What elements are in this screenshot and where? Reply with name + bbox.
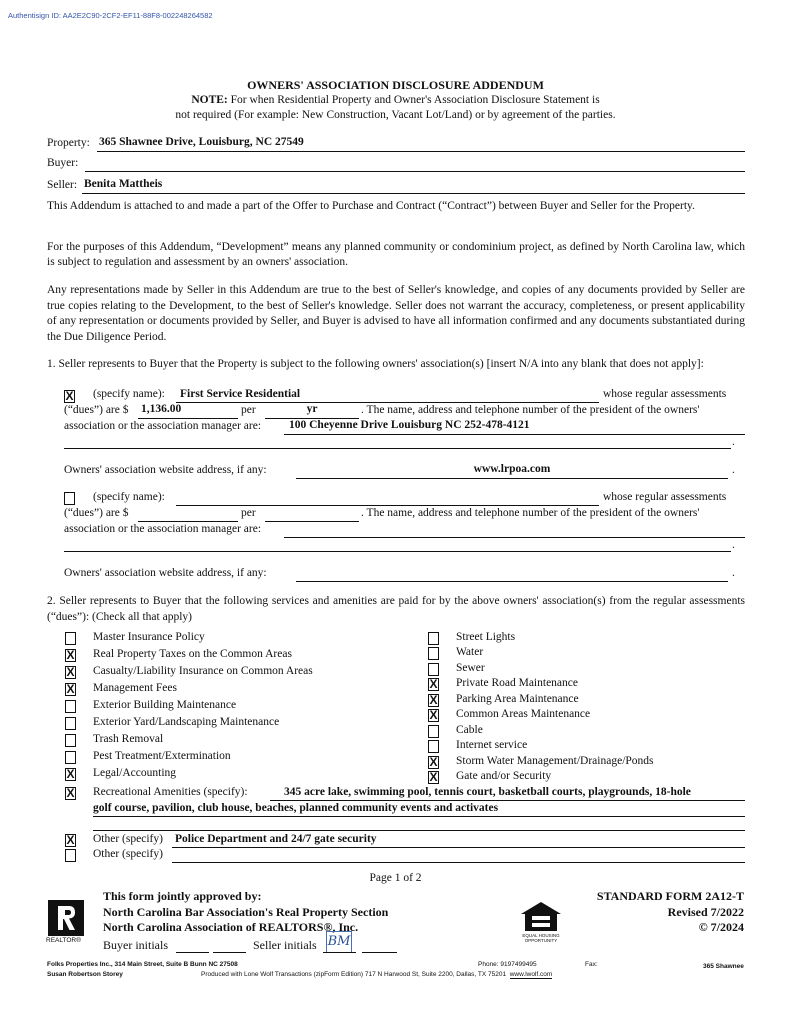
assoc-1-website-label: Owners' association website address, if any:: [64, 464, 267, 476]
assoc-2-whose-text: whose regular assessments: [603, 491, 727, 503]
equal-housing-text: EQUAL HOUSING OPPORTUNITY: [522, 933, 560, 943]
fax-text: Fax:: [585, 961, 598, 968]
note-label: NOTE:: [191, 94, 228, 106]
approved-text: This form jointly approved by:: [103, 889, 262, 903]
right-item-label: Private Road Maintenance: [456, 677, 578, 689]
left-item-label: Trash Removal: [93, 733, 164, 745]
section-2-text: 2. Seller represents to Buyer that the following services and amenities are paid for by the above owners' association(s) from the regular assessments (“dues”): (Check all that apply): [47, 595, 745, 623]
assoc-2-per-label: per: [241, 507, 256, 519]
right-item-checkbox[interactable]: [428, 663, 439, 676]
assoc-1-manager-label: association or the association manager are:: [64, 420, 262, 432]
section-1-text: 1. Seller represents to Buyer that the Property is subject to the following owners' association(s) [insert N/A into any blank that does not apply]:: [47, 358, 704, 370]
bar-association-text: North Carolina Bar Association's Real Property Section: [103, 905, 389, 919]
assoc-1-website-field[interactable]: www.lrpoa.com: [473, 463, 551, 475]
recreational-field-line-1[interactable]: 345 acre lake, swimming pool, tennis court, basketball courts, playgrounds, 18-hole: [284, 786, 691, 798]
realtors-association-text: North Carolina Association of REALTORS®, Inc.: [103, 920, 359, 934]
left-item-checkbox[interactable]: [65, 700, 76, 713]
realtor-r-icon: [48, 900, 84, 936]
left-item-label: Pest Treatment/Extermination: [93, 750, 231, 762]
brokerage-address: Folks Properties Inc., 314 Main Street, Suite B Bunn NC 27508: [47, 961, 238, 968]
other-1-checkbox[interactable]: X: [66, 833, 75, 847]
left-item-checkbox[interactable]: X: [66, 665, 75, 679]
left-item-label: Exterior Yard/Landscaping Maintenance: [93, 716, 280, 728]
buyer-field[interactable]: [85, 171, 745, 172]
right-item-checkbox[interactable]: X: [429, 755, 438, 769]
document-title: OWNERS' ASSOCIATION DISCLOSURE ADDENDUM: [247, 78, 544, 92]
property-short-name: 365 Shawnee: [703, 963, 744, 970]
left-item-checkbox[interactable]: X: [66, 648, 75, 662]
other-2-label: Other (specify): [93, 848, 163, 860]
attached-paragraph: This Addendum is attached to and made a part of the Offer to Purchase and Contract (“Contract”) between Buyer and Seller for the Property.: [47, 200, 695, 212]
assoc-1-manager-line-2[interactable]: [64, 448, 731, 449]
right-item-label: Gate and/or Security: [456, 770, 552, 782]
assoc-2-per-field[interactable]: [265, 521, 359, 522]
left-item-label: Management Fees: [93, 682, 177, 694]
right-item-label: Common Areas Maintenance: [456, 708, 591, 720]
recreational-checkbox[interactable]: X: [66, 786, 75, 800]
right-item-label: Sewer: [456, 662, 485, 674]
recreational-label: Recreational Amenities (specify):: [93, 786, 248, 798]
right-item-checkbox[interactable]: [428, 740, 439, 753]
phone-text: Phone: 9197499495: [478, 961, 537, 968]
other-2-field[interactable]: [172, 862, 745, 863]
right-item-checkbox[interactable]: [428, 647, 439, 660]
right-item-label: Water: [456, 646, 484, 658]
realtor-logo-text: REALTOR®: [46, 937, 81, 944]
assoc-1-per-field[interactable]: yr: [306, 403, 318, 415]
assoc-2-manager-label: association or the association manager are:: [64, 523, 262, 535]
left-item-label: Real Property Taxes on the Common Areas: [93, 648, 292, 660]
buyer-label: Buyer:: [47, 157, 79, 169]
note-line-2: not required (For example: New Construction, Vacant Lot/Land) or by agreement of the parties.: [175, 109, 616, 121]
assoc-1-dues-label: (“dues”) are $: [64, 404, 129, 416]
assoc-1-specify-label: (specify name):: [93, 388, 165, 400]
copyright-date: © 7/2024: [698, 920, 744, 934]
right-item-label: Cable: [456, 724, 483, 736]
left-item-label: Master Insurance Policy: [93, 631, 205, 643]
right-item-label: Internet service: [456, 739, 528, 751]
assoc-1-name-field[interactable]: First Service Residential: [180, 388, 301, 400]
left-item-checkbox[interactable]: [65, 734, 76, 747]
buyer-initials-field-1[interactable]: [176, 952, 209, 953]
other-1-label: Other (specify): [93, 833, 163, 845]
assoc-2-name-field[interactable]: [176, 505, 599, 506]
property-label: Property:: [47, 137, 90, 149]
produced-with-text: [201, 971, 552, 978]
assoc-2-website-label: Owners' association website address, if any:: [64, 567, 267, 579]
representations-paragraph: Any representations made by Seller in this Addendum are true to the best of Seller's knowledge, and copies of any documents provided by Seller are true copies relating to the Development, to the best of Seller's knowledge. Seller does not warrant the accuracy, completeness, or present applicability of any representation or documents provided by Seller, and Buyer is advised to have all information confirmed and any documents substantiated during the Due Diligence Period.: [47, 284, 745, 343]
realtor-logo: [48, 900, 84, 936]
other-1-field[interactable]: Police Department and 24/7 gate security: [175, 833, 377, 845]
seller-label: Seller:: [47, 179, 78, 191]
page-number: Page 1 of 2: [369, 872, 422, 884]
assoc-1-manager-field[interactable]: 100 Cheyenne Drive Louisburg NC 252-478-4121: [289, 419, 530, 431]
left-item-checkbox[interactable]: [65, 632, 76, 645]
seller-initials-label: Seller initials: [253, 938, 317, 952]
left-item-label: Legal/Accounting: [93, 767, 177, 779]
note-line-1: [0, 94, 791, 106]
assoc-1-president-text: . The name, address and telephone number of the president of the owners': [361, 404, 700, 416]
assoc-2-dues-field[interactable]: [138, 521, 238, 522]
assoc-1-checkbox[interactable]: X: [65, 389, 74, 403]
assoc-2-manager-field[interactable]: [284, 537, 745, 538]
revised-date: Revised 7/2022: [667, 905, 744, 919]
seller-field[interactable]: Benita Mattheis: [84, 178, 163, 190]
assoc-2-dues-label: (“dues”) are $: [64, 507, 129, 519]
left-item-label: Exterior Building Maintenance: [93, 699, 237, 711]
left-item-checkbox[interactable]: X: [66, 767, 75, 781]
assoc-2-president-text: . The name, address and telephone number of the president of the owners': [361, 507, 700, 519]
form-name: STANDARD FORM 2A12-T: [596, 889, 744, 903]
right-item-label: Parking Area Maintenance: [456, 693, 579, 705]
other-2-checkbox[interactable]: [65, 849, 76, 862]
left-item-checkbox[interactable]: [65, 751, 76, 764]
note-text-1: For when Residential Property and Owner's Association Disclosure Statement is: [227, 94, 600, 106]
property-field[interactable]: 365 Shawnee Drive, Louisburg, NC 27549: [99, 136, 304, 148]
assoc-2-specify-label: (specify name):: [93, 491, 165, 503]
right-item-checkbox[interactable]: X: [429, 693, 438, 707]
assoc-2-checkbox[interactable]: [64, 492, 75, 505]
produced-text: Produced with Lone Wolf Transactions (zipForm Edition) 717 N Harwood St, Suite 2200, Dallas, TX 75201: [201, 971, 507, 978]
left-item-label: Casualty/Liability Insurance on Common Areas: [93, 665, 313, 677]
assoc-2-website-field[interactable]: [296, 581, 728, 582]
development-paragraph: For the purposes of this Addendum, “Development” means any planned community or condominium project, as defined by North Carolina law, which is subject to regulation and assessment by an owners' association.: [47, 241, 745, 268]
assoc-2-manager-line-2[interactable]: [64, 551, 731, 552]
buyer-initials-label: Buyer initials: [103, 938, 168, 952]
seller-initials-field-2[interactable]: [362, 952, 397, 953]
assoc-1-whose-text: whose regular assessments: [603, 388, 727, 400]
equal-housing-icon: [516, 900, 566, 934]
assoc-1-dues-field[interactable]: 1,136.00: [141, 403, 182, 415]
buyer-initials-field-2[interactable]: [213, 952, 246, 953]
authentisign-id: Authentisign ID: AA2E2C90-2CF2-EF11-88F8-002248264582: [8, 11, 213, 20]
right-item-checkbox[interactable]: X: [429, 770, 438, 784]
seller-initials-signature[interactable]: BM: [326, 931, 352, 953]
assoc-1-per-label: per: [241, 404, 256, 416]
equal-housing-logo: [516, 900, 566, 943]
lwolf-link[interactable]: www.lwolf.com: [509, 971, 553, 978]
right-item-label: Storm Water Management/Drainage/Ponds: [456, 755, 654, 767]
right-item-checkbox[interactable]: [428, 632, 439, 645]
recreational-field-line-2[interactable]: golf course, pavilion, club house, beaches, planned community events and activates: [93, 802, 499, 814]
right-item-label: Street Lights: [456, 631, 516, 643]
right-item-checkbox[interactable]: [428, 725, 439, 738]
left-item-checkbox[interactable]: [65, 717, 76, 730]
right-item-checkbox[interactable]: X: [429, 677, 438, 691]
agent-name: Susan Robertson Storey: [47, 971, 123, 978]
left-item-checkbox[interactable]: X: [66, 682, 75, 696]
right-item-checkbox[interactable]: X: [429, 708, 438, 722]
recreational-field-line-3[interactable]: [93, 830, 745, 831]
